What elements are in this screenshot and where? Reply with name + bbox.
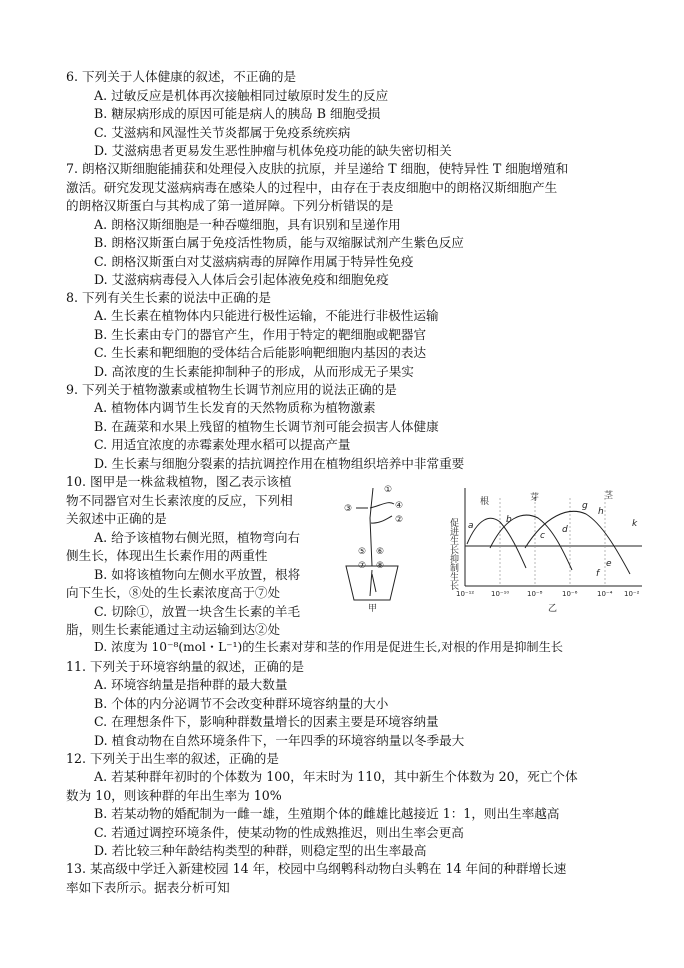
stem <box>370 488 373 566</box>
question-12-option-c: C. 若通过调控环境条件，使某动物的性成熟推迟，则出生率会更高 <box>94 825 464 840</box>
curve-label-g: g <box>582 501 588 511</box>
question-10-figure <box>340 478 646 616</box>
label-5: ⑤ <box>358 547 367 557</box>
question-7-option-d: D. 艾滋病病毒侵入人体后会引起体液免疫和细胞免疫 <box>94 272 389 287</box>
question-12-option-a-line-1: A. 若某种群年初时的个体数为 100，年末时为 110，其中新生个体数为 20，死亡个体 <box>94 769 578 784</box>
question-11-option-c: C. 在理想条件下，影响种群数量增长的因素主要是环境容纳量 <box>94 714 439 729</box>
organ-label-root: 根 <box>480 497 490 507</box>
plant-caption: 甲 <box>368 604 378 614</box>
question-6-option-d: D. 艾滋病患者更易发生恶性肿瘤与机体免疫功能的缺失密切相关 <box>94 143 452 158</box>
question-7-option-c: C. 朗格汉斯蛋白对艾滋病病毒的屏障作用属于特异性免疫 <box>94 254 414 269</box>
leaf-2 <box>371 516 392 523</box>
question-10-stem-line-3: 关叙述中正确的是 <box>66 511 167 526</box>
question-11-option-d: D. 植食动物在自然环境条件下，一年四季的环境容纳量以冬季最大 <box>94 733 465 748</box>
question-12-option-b: B. 若某动物的婚配制为一雌一雄，生殖期个体的雌雄比越接近 1：1，则出生率越高 <box>94 806 560 821</box>
curve-label-c: c <box>540 531 545 541</box>
question-6-option-c: C. 艾滋病和风湿性关节炎都属于免疫系统疾病 <box>94 125 351 140</box>
x-tick-3: 10⁻⁸ <box>527 590 543 598</box>
question-8-option-c: C. 生长素和靶细胞的受体结合后能影响靶细胞内基因的表达 <box>94 345 427 360</box>
x-tick-1: 10⁻¹² <box>456 590 475 598</box>
plant-diagram <box>346 488 398 600</box>
organ-label-stem: 茎 <box>604 491 614 501</box>
question-12-option-a-line-2: 数为 10，则该种群的年出生率为 10% <box>66 788 282 803</box>
bud-curve <box>490 515 572 570</box>
question-8-option-d: D. 高浓度的生长素能抑制种子的形成，从而形成无子果实 <box>94 364 414 379</box>
question-10-option-c-line-2: 脂，则生长素能通过主动运输到达②处 <box>66 622 281 637</box>
label-7: ⑦ <box>358 561 367 571</box>
question-12-option-d: D. 若比较三种年龄结构类型的种群，则稳定型的出生率最高 <box>94 843 427 858</box>
question-10-option-b-line-1: B. 如将该植物向左侧水平放置，根将 <box>94 567 301 582</box>
question-9-option-d: D. 生长素与细胞分裂素的拮抗调控作用在植物组织培养中非常重要 <box>94 456 465 471</box>
x-tick-5: 10⁻⁴ <box>597 590 613 598</box>
root <box>370 570 376 596</box>
leaf-1 <box>370 503 394 508</box>
question-7-option-b: B. 朗格汉斯蛋白属于免疫活性物质，能与双缩脲试剂产生紫色反应 <box>94 235 464 250</box>
curve-label-a: a <box>468 521 474 531</box>
y-label-promote: 促进生长 <box>448 518 458 554</box>
question-6-option-a: A. 过敏反应是机体再次接触相同过敏原时发生的反应 <box>94 88 389 103</box>
question-12-stem: 12. 下列关于出生率的叙述，正确的是 <box>66 751 279 766</box>
question-7-stem-line-2: 激活。研究发现艾滋病病毒在感染人的过程中，由存在于表皮细胞中的朗格汉斯细胞产生 <box>66 180 558 195</box>
question-10-option-a-line-1: A. 给予该植物右侧光照，植物弯向右 <box>94 530 301 545</box>
y-label-inhibit: 抑制生长 <box>448 554 458 590</box>
question-10-stem-line-1: 10. 图甲是一株盆栽植物，图乙表示该植 <box>66 474 292 489</box>
question-10-option-a-line-2: 侧生长，体现出生长素作用的两重性 <box>66 548 268 563</box>
question-13-stem-line-2: 率如下表所示。据表分析可知 <box>66 880 230 895</box>
x-tick-6: 10⁻² <box>624 590 640 598</box>
graph-caption: 乙 <box>548 604 558 614</box>
curve-label-b: b <box>506 515 512 525</box>
question-8-option-b: B. 生长素由专门的器官产生，作用于特定的靶细胞或靶器官 <box>94 327 427 342</box>
question-6-stem: 6. 下列关于人体健康的叙述，不正确的是 <box>66 69 297 84</box>
question-10-option-d: D. 浓度为 10⁻⁸(mol・L⁻¹)的生长素对芽和茎的作用是促进生长,对根的作用是抑制生长 <box>94 640 563 654</box>
question-10-option-b-line-2: 向下生长，⑧处的生长素浓度高于⑦处 <box>66 585 281 600</box>
label-2: ② <box>395 515 404 525</box>
question-10-stem-line-2: 物不同器官对生长素浓度的反应，下列相 <box>66 493 293 508</box>
curve-label-f: f <box>596 569 600 579</box>
label-6: ⑥ <box>376 547 385 557</box>
auxin-graph <box>448 488 642 614</box>
curve-label-h: h <box>598 507 604 517</box>
question-9-stem: 9. 下列关于植物激素或植物生长调节剂应用的说法正确的是 <box>66 382 397 397</box>
x-tick-4: 10⁻⁶ <box>562 590 578 598</box>
question-10-option-c-line-1: C. 切除①，放置一块含生长素的羊毛 <box>94 604 301 619</box>
curve-label-k: k <box>632 519 638 529</box>
curve-label-d: d <box>562 525 568 535</box>
curve-label-e: e <box>606 559 612 569</box>
label-8: ⑧ <box>376 561 385 571</box>
question-9-option-c: C. 用适宜浓度的赤霉素处理水稻可以提高产量 <box>94 437 351 452</box>
question-9-option-b: B. 在蔬菜和水果上残留的植物生长调节剂可能会损害人体健康 <box>94 419 439 434</box>
question-7-stem-line-1: 7. 朗格汉斯细胞能捕获和处理侵入皮肤的抗原，并呈递给 T 细胞，使特异性 T 细胞增殖和 <box>66 161 569 176</box>
x-tick-2: 10⁻¹⁰ <box>491 590 510 598</box>
root-curve <box>467 518 526 568</box>
question-7-option-a: A. 朗格汉斯细胞是一种吞噬细胞，具有识别和呈递作用 <box>94 217 401 232</box>
question-9-option-a: A. 植物体内调节生长发育的天然物质称为植物激素 <box>94 400 376 415</box>
question-13-stem-line-1: 13. 某高级中学迁入新建校园 14 年，校园中乌纲鹎科动物白头鹎在 14 年间的种群增长速 <box>66 861 567 876</box>
label-3: ③ <box>344 504 353 514</box>
label-1: ① <box>384 485 393 495</box>
question-7-stem-line-3: 的朗格汉斯蛋白与其构成了第一道屏障。下列分析错误的是 <box>66 198 394 213</box>
question-11-stem: 11. 下列关于环境容纳量的叙述，正确的是 <box>66 659 305 674</box>
question-8-option-a: A. 生长素在植物体内只能进行极性运输，不能进行非极性运输 <box>94 308 439 323</box>
question-8-stem: 8. 下列有关生长素的说法中正确的是 <box>66 290 271 305</box>
question-11-option-b: B. 个体的内分泌调节不会改变种群环境容纳量的大小 <box>94 696 389 711</box>
label-4: ④ <box>395 501 404 511</box>
question-11-option-a: A. 环境容纳量是指种群的最大数量 <box>94 677 288 692</box>
question-6-option-b: B. 糖尿病形成的原因可能是病人的胰岛 B 细胞受损 <box>94 106 381 121</box>
organ-label-bud: 芽 <box>530 493 540 503</box>
